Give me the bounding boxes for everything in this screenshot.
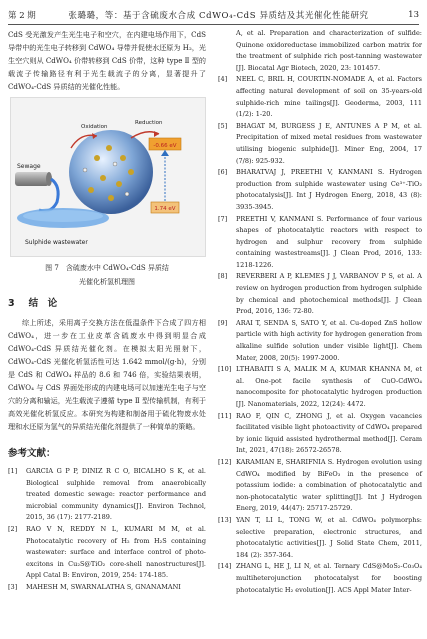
reference-item xyxy=(8,524,206,582)
section-title: 结 论 xyxy=(28,298,58,309)
running-header xyxy=(8,6,419,25)
reference-text: ARAI T, SENDA S, SATO Y, et al. Cu-doped ZnS hollow particle with high activity for hydrogen generation from alkaline sulfide solution under visible light[J]. Chem Mater, 2008, 20(5): 1997-2000. xyxy=(236,318,422,362)
reference-index: [5] xyxy=(218,121,228,130)
reference-text: NEEL C, BRIL H, COURTIN-NOMADE A, et al. Factors affecting natural development of soil on 35-years-old sulphide-rich mine tailings[J]. Geoderma, 2003, 111 (1/2): 1-20. xyxy=(236,75,422,119)
reference-text: ZHANG L, HE J, LI N, et al. Ternary CdS@MoS₂-Co₃O₄ multiheterojunction photocatalyst for boosting photocatalytic H₂ evolution[J]. ACS Appl Mater Inter- xyxy=(236,562,422,594)
reference-item xyxy=(218,318,422,364)
reference-item xyxy=(218,167,422,213)
reduction-label: Reduction xyxy=(135,120,163,126)
reference-text: MAHESH M, SWARNALATHA S, GNANAMANI xyxy=(26,582,181,591)
right-column xyxy=(218,28,422,596)
mechanism-diagram xyxy=(11,98,205,256)
reference-index: [3] xyxy=(8,582,18,591)
reference-item xyxy=(8,582,206,594)
reference-index: [8] xyxy=(218,272,228,281)
reference-text: KARAMIAN E, SHARIFNIA S. Hydrogen evolution using CdWO₄ modified by BiFeO₃ in the presence of potassium iodide: a combination of photocatalytic and non-photocatalytic water splitting[J]. Int J Hydrogen Energ, 2019, 44(47): 25717-25729. xyxy=(236,457,422,513)
caption-line-1: 图 7 含硫废水中 CdWO₄-CdS 异质结 xyxy=(45,264,169,272)
reference-index: [6] xyxy=(218,168,228,177)
sulphide-wastewater-label: Sulphide wastewater xyxy=(25,239,88,246)
reference-item xyxy=(218,457,422,515)
reference-item xyxy=(218,214,422,272)
mechanism-figure xyxy=(10,97,206,257)
reference-item xyxy=(8,466,206,524)
reference-item xyxy=(218,271,422,317)
left-column xyxy=(8,28,206,594)
reference-item xyxy=(218,74,422,120)
reference-index: [11] xyxy=(218,411,232,420)
reference-item xyxy=(218,515,422,561)
reference-index: [1] xyxy=(8,467,18,475)
valence-band-label: 1.74 eV xyxy=(154,206,176,212)
reference-continuation: A, et al. Preparation and characterization of sulfide: Quinone oxidoreductase immobilized carbon matrix for the treatment of sulphide rich post-tanning wastewater [J]. Biocatal Agr Biotech, 2020, 23: 101457. xyxy=(236,29,422,72)
reference-index: [14] xyxy=(218,562,232,571)
reference-text: RAO V N, REDDY N L, KUMARI M M, et al. Photocatalytic recovery of H₂ from H₂S containing wastewater: surface and interface control of photo-excitons in Cu₂S@TiO₂ core-shell nanostructures[J]. Appl Catal B: Environ, 2019, 254: 174-185. xyxy=(26,524,206,580)
references-heading: 参考文献： xyxy=(8,448,56,459)
reference-text: PREETHI V, KANMANI S. Performance of four various shapes of photocatalytic reactors with respect to hydrogen and sulphur recovery from sulphide containing wastestreams[J]. J Clean Prod, 2016, 133: 1218-1226. xyxy=(236,214,422,269)
section-heading xyxy=(8,297,206,310)
conduction-band-label: -0.66 eV xyxy=(153,143,177,149)
pipe-shape xyxy=(15,172,49,186)
sewage-label: Sewage xyxy=(17,163,41,170)
reference-text: RAO F, QIN C, ZHONG J, et al. Oxygen vacancies facilitated visible light photoactivity of CdWO₄ prepared by ionic liquid assisted hydrothermal method[J]. Ceram Int, 2021, 47(18): 26572-26578. xyxy=(236,411,422,455)
reference-text: YAN T, LI L, TONG W, et al. CdWO₄ polymorphs: selective preparation, electronic structures, and photocatalytic activities[J]. J Solid State Chem, 2011, 184 (2): 357-364. xyxy=(236,515,422,559)
caption-line-2: 光催化析氢机理图 xyxy=(79,278,135,286)
reference-index: [2] xyxy=(8,524,18,533)
running-title: 张璐璐，等：基于含硫废水合成 CdWO₄-CdS 异质结及其光催化性能研究 xyxy=(68,11,369,21)
conclusion-paragraph: 综上所述，采用离子交换方法在低温条件下合成了四方相 CdWO₄，进一步在工业皮革含硫废水中得到明显合成 CdWO₄-CdS 异质结光催化剂。在模拟太阳光照射下，CdWO₄-CdS 光催化析氢活性可达 1.642 mmol/(g·h)，分别是 CdS 和 CdWO₄ 样品的 8.6 和 746 倍，实验结果表明，CdWO₄ 与 CdS 界面处形成的内建电场可以加速光生电子与空穴的分离和输运，光生载流子遵循 type Ⅱ 型传输机制，有利于高效光催化析氢反应。本研究为构建和制备用于硫化物废水处理和水还原为氢气的异质结光催化剂提供了一种简单的策略。 xyxy=(8,318,206,431)
reference-text: LTHABAITI S A, MALIK M A, KUMAR KHANNA M, et al. One-pot facile synthesis of CuO-CdWO₄ nanocomposite for photocatalytic hydrogen production [J]. Nanomaterials, 2022, 12(24): 4472. xyxy=(236,365,422,408)
page-number: 13 xyxy=(408,10,419,20)
reference-text: BHAGAT M, BURGESS J E, ANTUNES A P M, et al. Precipitation of mixed metal residues from wastewater utilising biogenic sulphide[J]. Miner Eng, 2004, 17 (7/8): 925-932. xyxy=(236,121,422,165)
figure-caption xyxy=(8,261,206,289)
reference-index: [12] xyxy=(218,457,232,466)
reference-text: GARCIA G P P, DINIZ R C O, BICALHO S K, et al. Biological sulphide removal from anaerobically treated domestic sewage: reactor performance and microbial community dynamics[J]. Environ Technol, 2015, 36 (17): 2177-2189. xyxy=(26,467,206,522)
reference-item xyxy=(218,411,422,457)
reference-index: [4] xyxy=(218,75,228,84)
references-right-list xyxy=(218,74,422,596)
reference-index: [10] xyxy=(218,365,232,374)
references-left-list xyxy=(8,466,206,594)
reference-text: REVERBERI A P, KLEMES J J, VARBANOV P S, et al. A review on hydrogen production from hydrogen sulphide by chemical and photochemical methods[J]. J Clean Prod, 2016, 136: 72-80. xyxy=(236,272,422,316)
oxidation-label: Oxidation xyxy=(81,124,108,130)
reference-item xyxy=(218,561,422,596)
intro-paragraph: CdS 受光激发产生光生电子和空穴，在内建电场作用下，CdS 导带中的光生电子转移到 CdWO₄ 导带并促使水还原为 H₂，光生空穴则从 CdWO₄ 价带转移到 CdS 价带，这种 type Ⅱ 型的载流子传输路径有利于光生载流子的分离，显著提升了 CdWO₄-CdS 异质结的光催化性能。 xyxy=(8,30,206,91)
reference-text: BHARATVAJ J, PREETHI V, KANMANI S. Hydrogen production from sulphide wastewater using Ce³⁺-TiO₂ photocatalysis[J]. Int J Hydrogen Energ, 2018, 43 (8): 3935-3945. xyxy=(236,168,422,211)
issue-label: 第 2 期 xyxy=(8,11,36,21)
reference-item xyxy=(218,121,422,167)
section-number: 3 xyxy=(8,298,15,309)
reference-index: [9] xyxy=(218,318,228,327)
reference-index: [13] xyxy=(218,515,232,524)
catalyst-sphere xyxy=(69,130,153,214)
reference-item xyxy=(218,364,422,410)
reference-index: [7] xyxy=(218,214,228,223)
